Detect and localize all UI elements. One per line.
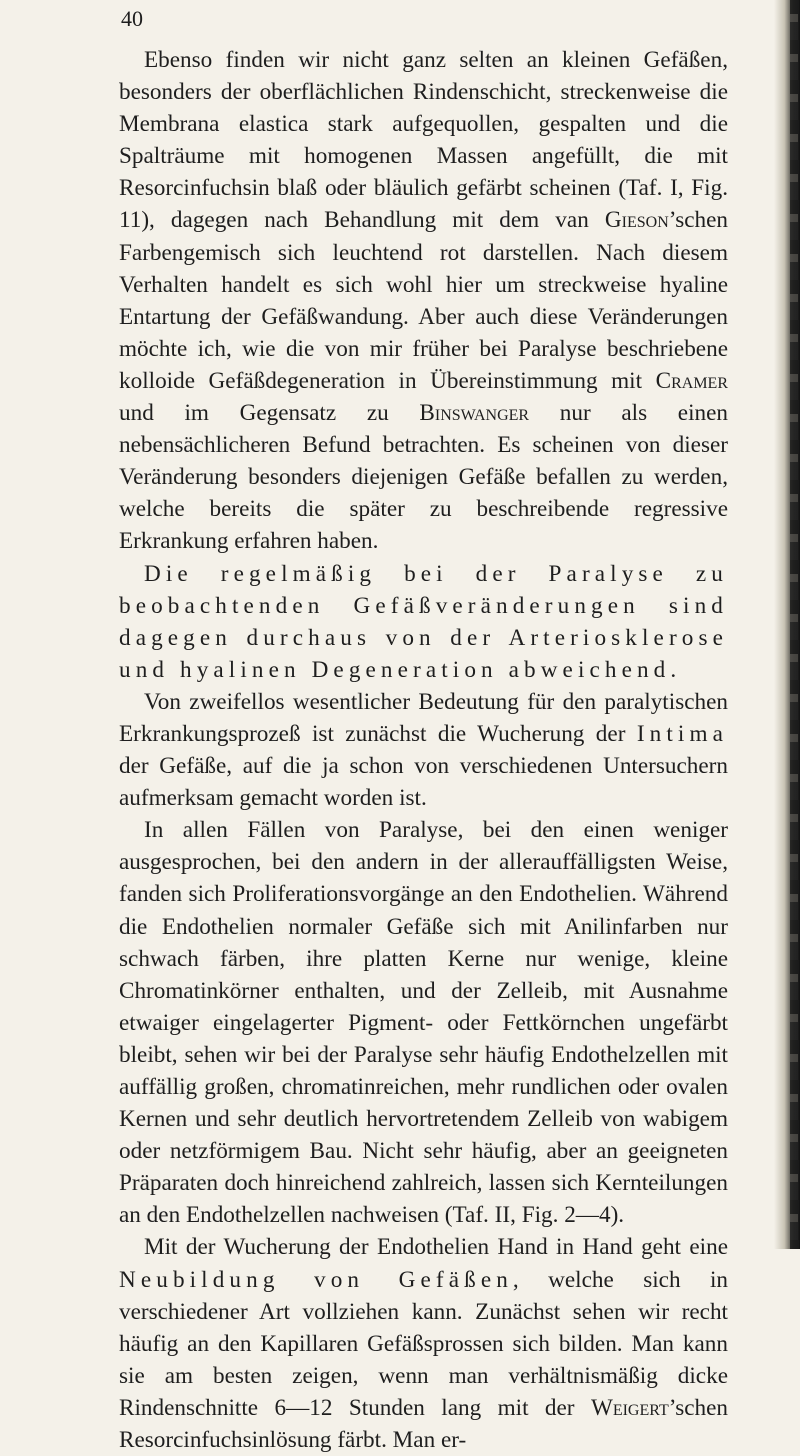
emphasized-term: Neubildung von Gefäßen (119, 1266, 513, 1293)
paragraph-1: Ebenso finden wir nicht ganz selten an kleinen Gefäßen, besonders der oberflächlichen Rindenschicht, streckenweise die Membrana elastica stark aufgequollen, gespalten und die Spalträume mit homogenen Massen angefüllt, die mit Resorcinfuchsin blaß oder bläulich gefärbt scheinen (Taf. I, Fig. 11), dagegen nach Behandlung mit dem van Gieson’schen Farbengemisch sich leuchtend rot darstellen. Nach diesem Verhalten handelt es sich wohl hier um streckweise hyaline Entartung der Gefäßwandung. Aber auch diese Veränderungen möchte ich, wie die von mir früher bei Paralyse beschriebene kolloide Gefäßdegeneration in Übereinstimmung mit Cramer und im Gegensatz zu Binswanger nur als einen nebensächlicheren Befund betrachten. Es scheinen von dieser Veränderung besonders diejenigen Gefäße befallen zu werden, welche bereits die später zu beschreibende regressive Erkrankung erfahren haben. (119, 47, 728, 555)
body-text (119, 44, 728, 1456)
author-name: Cramer (655, 367, 728, 394)
paragraph-5: Mit der Wucherung der Endothelien Hand in Hand geht eine Neubildung von Gefäßen, welche sich in verschiedener Art vollziehen kann. Zunächst sehen wir recht häufig an den Kapillaren Gefäßsprossen sich bilden. Man kann sie am besten zeigen, wenn man verhältnismäßig dicke Rindenschnitte 6—12 Stunden lang mit der Weigert’schen Resorcinfuchsinlösung färbt. Man er- (119, 1234, 728, 1454)
paragraph-2-emphasized: Die regelmäßig bei der Paralyse zu beobachtenden Gefäßveränderungen sind dagegen durchaus von der Arteriosklerose und hyalinen Degeneration abweichend. (119, 560, 728, 683)
paragraph-3: Von zweifellos wesentlicher Bedeutung für den paralytischen Erkrankungsprozeß ist zunächst die Wucherung der Intima der Gefäße, auf die ja schon von verschiedenen Untersuchern aufmerksam gemacht worden ist. (119, 688, 728, 812)
paragraph-4: In allen Fällen von Paralyse, bei den einen weniger ausgesprochen, bei den andern in der allerauffälligsten Weise, fanden sich Proliferationsvorgänge an den Endothelien. Während die Endothelien normaler Gefäße sich mit Anilinfarben nur schwach färben, ihre platten Kerne nur wenige, kleine Chromatinkörner enthalten, und der Zelleib, mit Ausnahme etwaiger eingelagerter Pigment- oder Fettkörnchen ungefärbt bleibt, sehen wir bei der Paralyse sehr häufig Endothelzellen mit auffällig großen, chromatinreichen, mehr rundlichen oder ovalen Kernen und sehr deutlich hervortretendem Zelleib von wabigem oder netzförmigem Bau. Nicht sehr häufig, aber an geeigneten Präparaten doch hinreichend zahlreich, lassen sich Kernteilungen an den Endothelzellen nachweisen (Taf. II, Fig. 2—4). (119, 817, 728, 1229)
emphasized-term: Intima (636, 720, 728, 747)
author-name: Gieson (604, 207, 669, 234)
book-binding-edge (790, 0, 798, 1249)
author-name: Binswanger (419, 400, 530, 427)
author-name: Weigert (590, 1394, 669, 1421)
page-number: 40 (121, 6, 143, 31)
